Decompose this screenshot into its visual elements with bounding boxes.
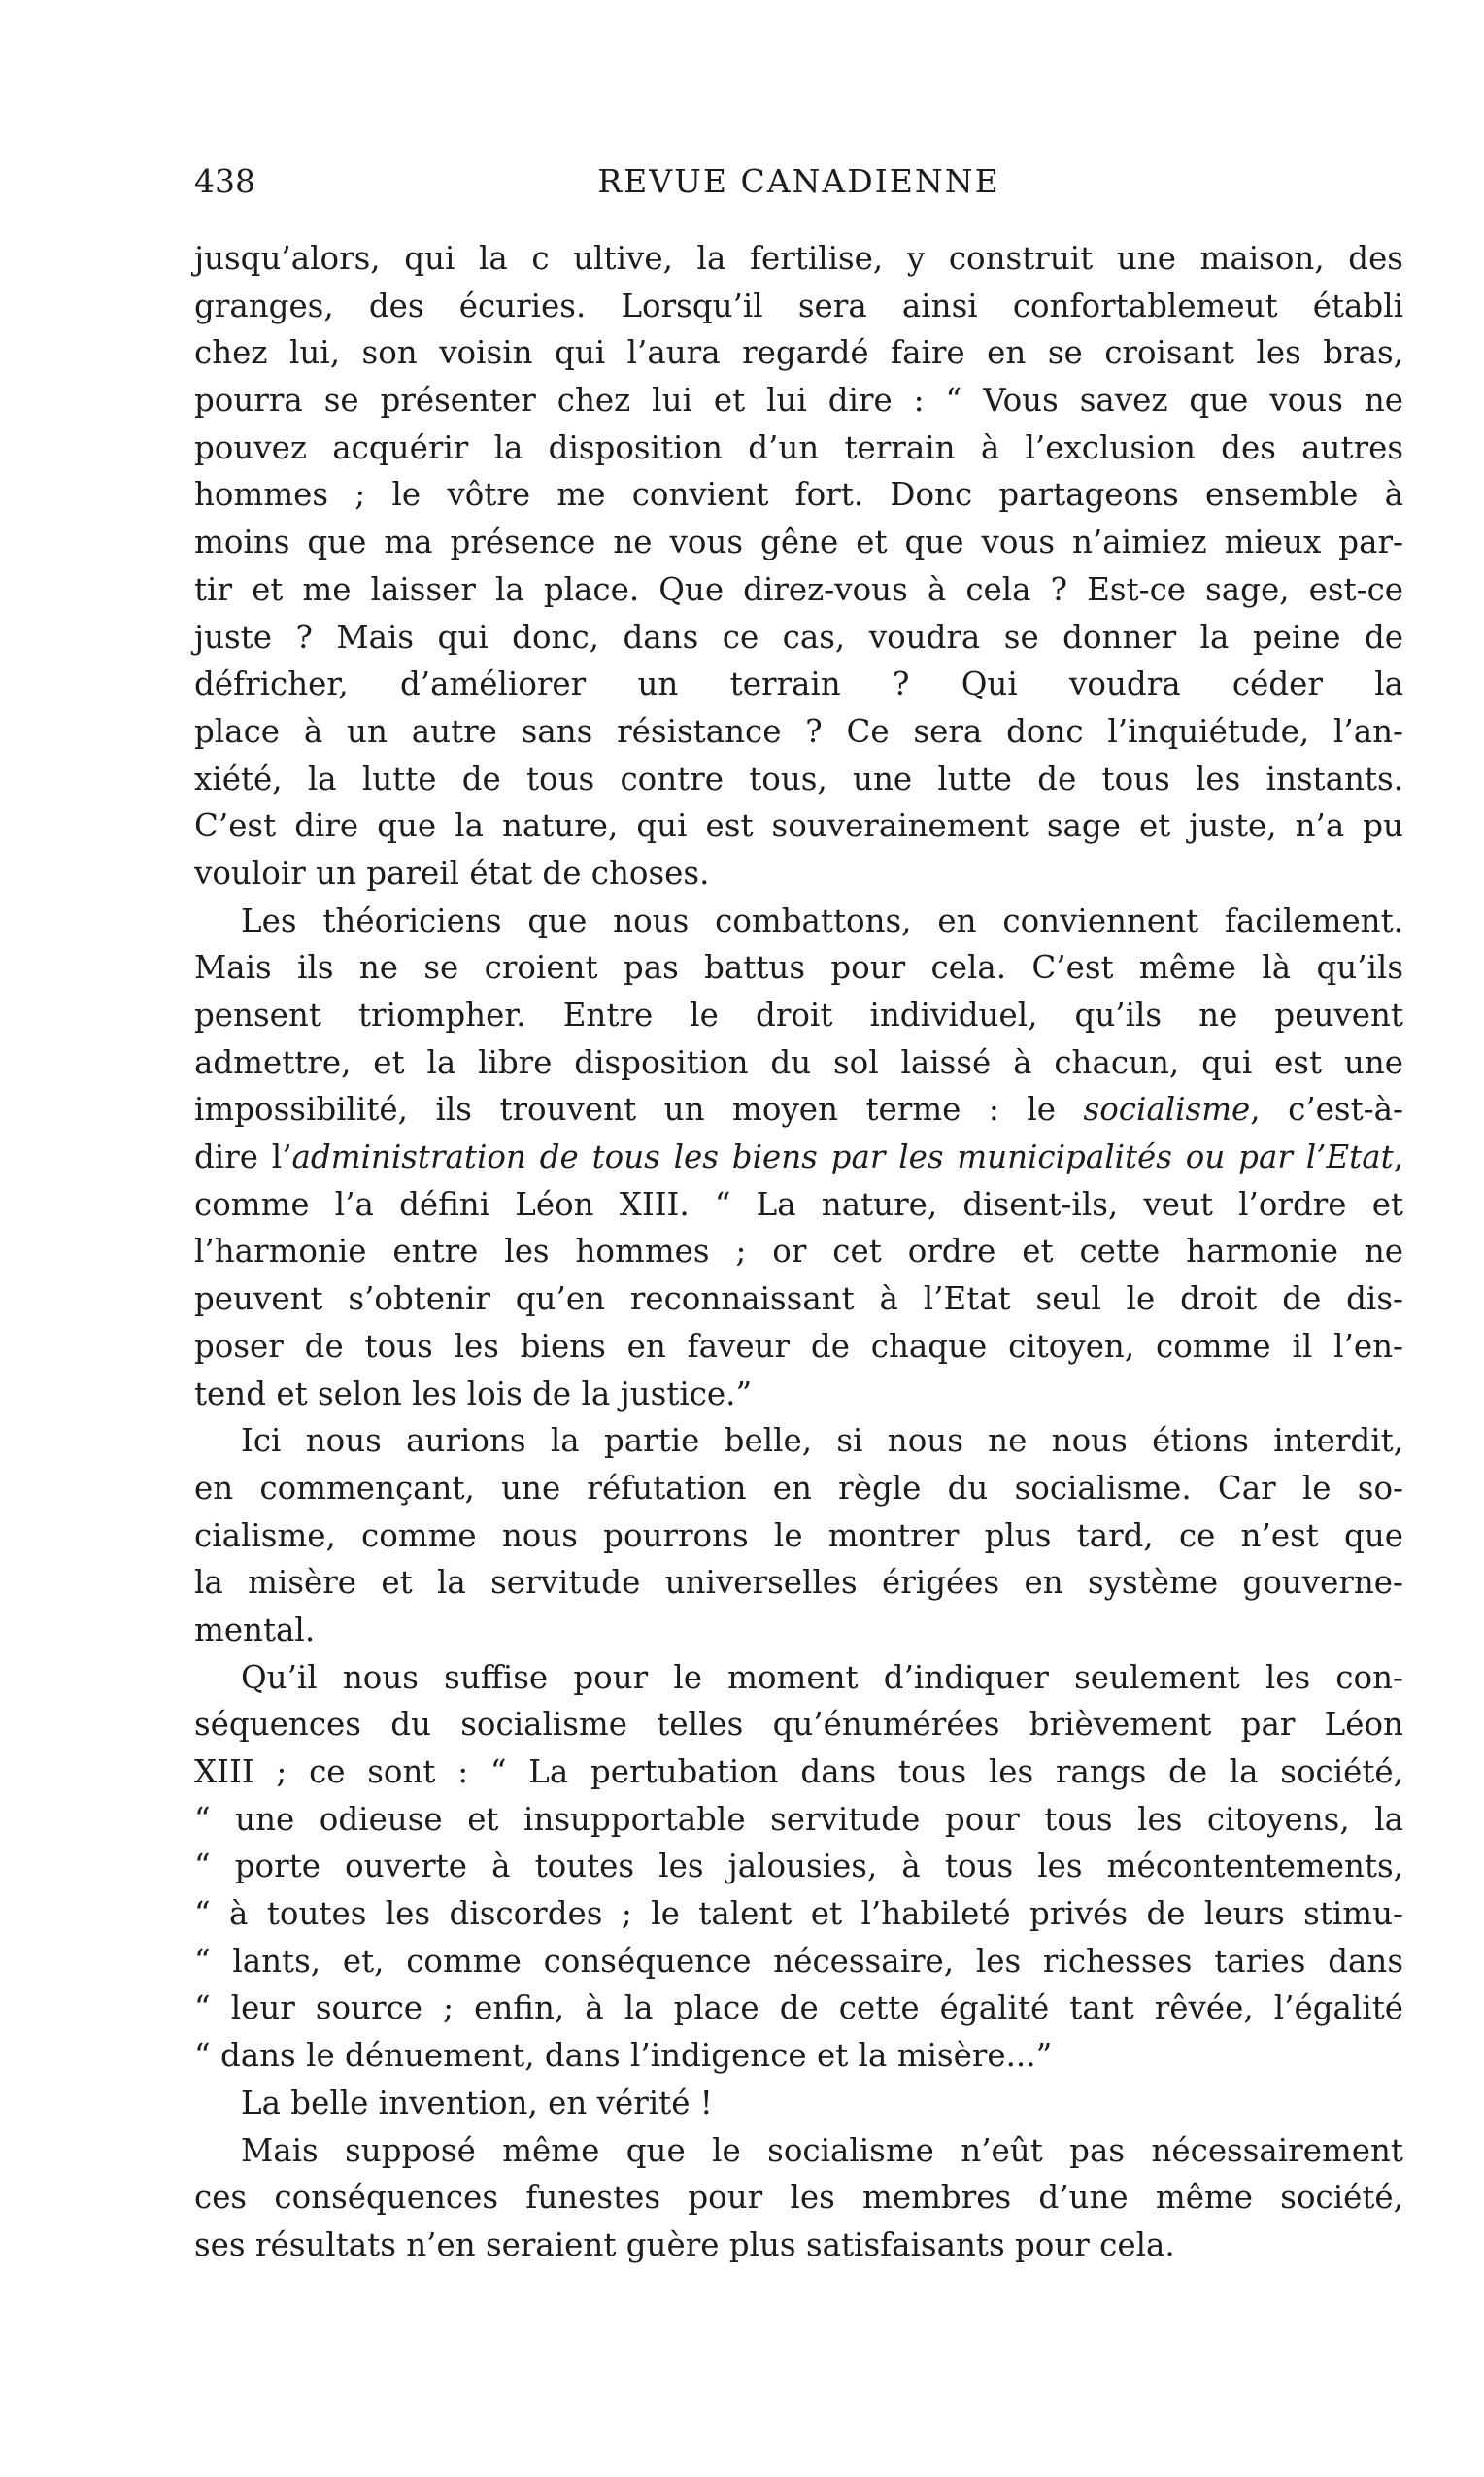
text-line: pourra se présenter chez lui et lui dire : “ Vous savez que vous ne (194, 382, 1403, 420)
text-line: séquences du socialisme telles qu’énumérées brièvement par Léon (194, 1706, 1403, 1744)
running-head: REVUE CANADIENNE (597, 162, 1000, 200)
italic-phrase: administration de tous les biens par les municipalités ou par l’Etat (291, 1138, 1394, 1176)
text-line: tend et selon les lois de la justice.” (194, 1374, 753, 1412)
text-line: XIII ; ce sont : “ La pertubation dans tous les rangs de la société, (194, 1753, 1403, 1790)
text-line: comme l’a défini Léon XIII. “ La nature, disent-ils, veut l’ordre et (194, 1185, 1403, 1223)
text-line: Qu’il nous suffise pour le moment d’indiquer seulement les con- (241, 1658, 1403, 1696)
italic-phrase: socialisme (1083, 1091, 1251, 1129)
page-header (194, 160, 1403, 203)
text-line: poser de tous les biens en faveur de chaque citoyen, comme il l’en- (194, 1327, 1403, 1365)
text-line: admettre, et la libre disposition du sol laissé à chacun, qui est une (194, 1043, 1403, 1081)
text-line: “ à toutes les discordes ; le talent et l’habileté privés de leurs stimu- (194, 1895, 1403, 1933)
text-line: impossibilité, ils trouvent un moyen terme : le socialisme, c’est-à- (194, 1091, 1403, 1129)
text-line: “ leur source ; enfin, à la place de cette égalité tant rêvée, l’égalité (194, 1989, 1403, 2027)
text-line: pensent triompher. Entre le droit individuel, qu’ils ne peuvent (194, 997, 1403, 1034)
page-number: 438 (194, 162, 255, 200)
text-line: La belle invention, en vérité ! (241, 2084, 713, 2121)
text-line: la misère et la servitude universelles érigées en système gouverne- (194, 1564, 1403, 1602)
text-line: Mais supposé même que le socialisme n’eût pas nécessairement (241, 2131, 1403, 2169)
text-line: en commençant, une réfutation en règle du socialisme. Car le so- (194, 1469, 1403, 1507)
text-line: “ une odieuse et insupportable servitude pour tous les citoyens, la (194, 1800, 1403, 1838)
text-line: “ dans le dénuement, dans l’indigence et la misère...” (194, 2037, 1053, 2075)
text-line: ces conséquences funestes pour les membres d’une même société, (194, 2179, 1403, 2217)
text-line: défricher, d’améliorer un terrain ? Qui voudra céder la (194, 665, 1403, 703)
text-line: C’est dire que la nature, qui est souverainement sage et juste, n’a pu (194, 807, 1403, 845)
text-line: dire l’administration de tous les biens par les municipalités ou par l’Etat, (194, 1138, 1403, 1176)
text-line: “ lants, et, comme conséquence nécessaire, les richesses taries dans (194, 1942, 1403, 1980)
text-line: tir et me laisser la place. Que direz-vous à cela ? Est-ce sage, est-ce (194, 570, 1403, 608)
text-line: Les théoriciens que nous combattons, en conviennent facilement. (241, 901, 1403, 939)
text-line: moins que ma présence ne vous gêne et que vous n’aimiez mieux par- (194, 524, 1403, 561)
text-line: jusqu’alors, qui la c ultive, la fertilise, y construit une maison, des (194, 240, 1403, 277)
text-line: mental. (194, 1611, 316, 1648)
text-line: granges, des écuries. Lorsqu’il sera ainsi confortablemeut établi (194, 287, 1403, 324)
text-line: juste ? Mais qui donc, dans ce cas, voudra se donner la peine de (194, 618, 1403, 656)
body-text (194, 235, 1403, 2269)
text-line: cialisme, comme nous pourrons le montrer plus tard, ce n’est que (194, 1516, 1403, 1554)
text-line: peuvent s’obtenir qu’en reconnaissant à l’Etat seul le droit de dis- (194, 1280, 1403, 1318)
text-line: vouloir un pareil état de choses. (194, 854, 710, 892)
text-line: hommes ; le vôtre me convient fort. Donc partageons ensemble à (194, 476, 1403, 514)
text-line: chez lui, son voisin qui l’aura regardé faire en se croisant les bras, (194, 334, 1403, 372)
text-line: place à un autre sans résistance ? Ce sera donc l’inquiétude, l’an- (194, 712, 1403, 750)
text-line: xiété, la lutte de tous contre tous, une lutte de tous les instants. (194, 760, 1403, 797)
text-line: Mais ils ne se croient pas battus pour cela. C’est même là qu’ils (194, 949, 1403, 987)
text-line: l’harmonie entre les hommes ; or cet ordre et cette harmonie ne (194, 1233, 1403, 1271)
text-line: Ici nous aurions la partie belle, si nous ne nous étions interdit, (241, 1422, 1403, 1460)
text-line: pouvez acquérir la disposition d’un terrain à l’exclusion des autres (194, 428, 1403, 466)
text-line: ses résultats n’en seraient guère plus satisfaisants pour cela. (194, 2225, 1175, 2263)
text-line: “ porte ouverte à toutes les jalousies, à tous les mécontentements, (194, 1848, 1403, 1885)
